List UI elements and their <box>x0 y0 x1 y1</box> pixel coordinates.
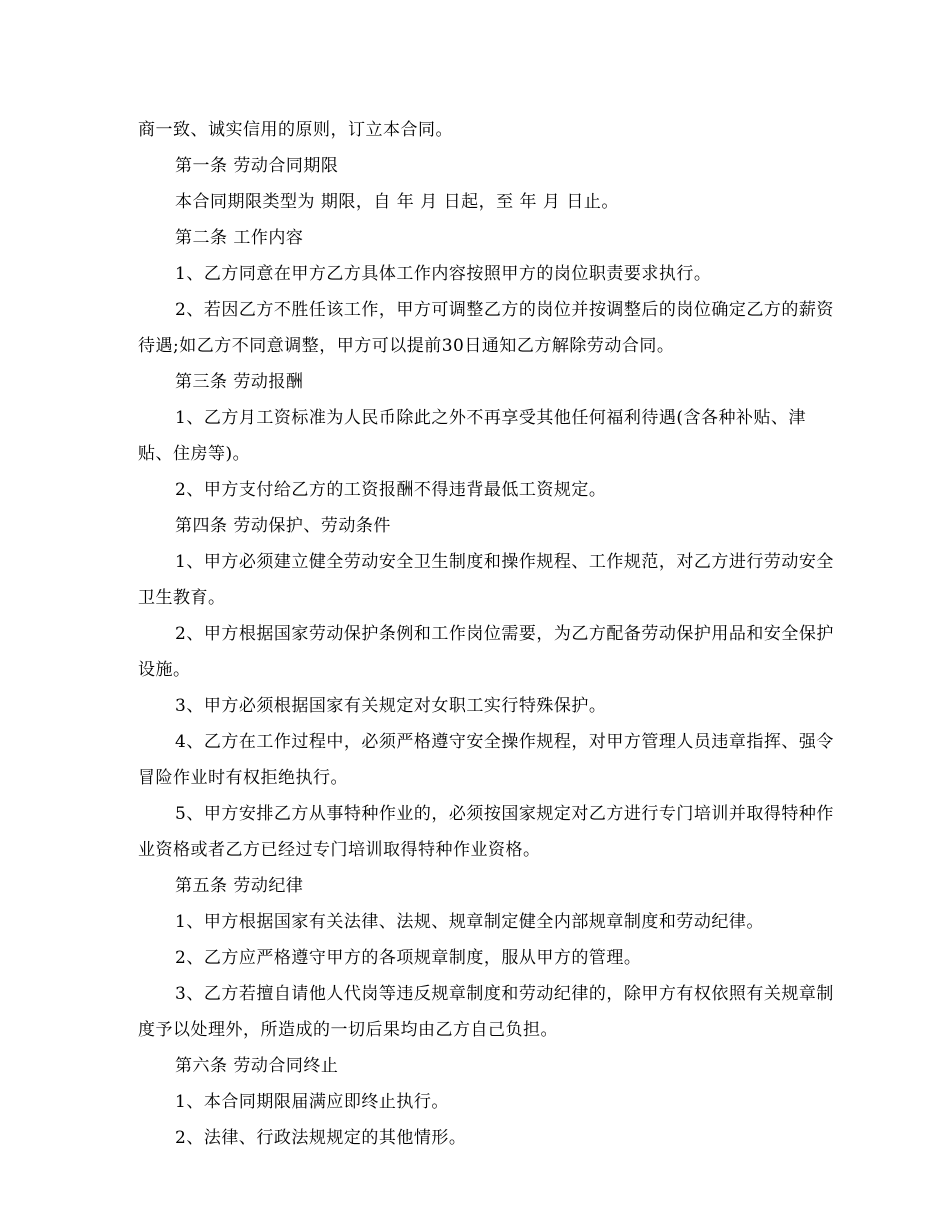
article-2-item-1: 1、乙方同意在甲方乙方具体工作内容按照甲方的岗位职责要求执行。 <box>175 264 712 284</box>
article-3-item-1: 1、乙方月工资标准为人民币除此之外不再享受其他任何福利待遇(含各种补贴、津贴、住房等)。 <box>138 408 806 464</box>
article-5-heading: 第五条 劳动纪律 <box>175 876 304 896</box>
article-5-item-2: 2、乙方应严格遵守甲方的各项规章制度，服从甲方的管理。 <box>175 948 642 968</box>
article-2-heading: 第二条 工作内容 <box>175 228 304 248</box>
article-2-item-2: 2、若因乙方不胜任该工作，甲方可调整乙方的岗位并按调整后的岗位确定乙方的薪资待遇;如乙方不同意调整，甲方可以提前30日通知乙方解除劳动合同。 <box>138 300 834 356</box>
article-3-heading: 第三条 劳动报酬 <box>175 372 304 392</box>
article-1-term: 本合同期限类型为 期限，自 年 月 日起，至 年 月 日止。 <box>175 192 619 212</box>
article-3-item-2: 2、甲方支付给乙方的工资报酬不得违背最低工资规定。 <box>175 480 607 500</box>
article-6-heading: 第六条 劳动合同终止 <box>175 1056 339 1076</box>
article-4-item-4: 4、乙方在工作过程中，必须严格遵守安全操作规程，对甲方管理人员违章指挥、强令冒险作业时有权拒绝执行。 <box>138 732 834 788</box>
article-4-item-1: 1、甲方必须建立健全劳动安全卫生制度和操作规程、工作规范，对乙方进行劳动安全卫生教育。 <box>138 552 834 608</box>
article-5-item-3: 3、乙方若擅自请他人代岗等违反规章制度和劳动纪律的，除甲方有权依照有关规章制度予以处理外，所造成的一切后果均由乙方自己负担。 <box>138 984 834 1040</box>
article-4-heading: 第四条 劳动保护、劳动条件 <box>175 516 391 536</box>
article-4-item-3: 3、甲方必须根据国家有关规定对女职工实行特殊保护。 <box>175 696 607 716</box>
article-5-item-1: 1、甲方根据国家有关法律、法规、规章制定健全内部规章制度和劳动纪律。 <box>175 912 764 932</box>
article-4-item-5: 5、甲方安排乙方从事特种作业的，必须按国家规定对乙方进行专门培训并取得特种作业资格或者乙方已经过专门培训取得特种作业资格。 <box>138 804 834 860</box>
contract-body <box>138 112 838 1156</box>
article-1-heading: 第一条 劳动合同期限 <box>175 156 339 176</box>
paragraph-intro-continuation: 商一致、诚实信用的原则，订立本合同。 <box>138 120 453 140</box>
article-4-item-2: 2、甲方根据国家劳动保护条例和工作岗位需要，为乙方配备劳动保护用品和安全保护设施。 <box>138 624 834 680</box>
article-6-item-1: 1、本合同期限届满应即终止执行。 <box>175 1092 449 1112</box>
article-6-item-2: 2、法律、行政法规规定的其他情形。 <box>175 1128 467 1148</box>
